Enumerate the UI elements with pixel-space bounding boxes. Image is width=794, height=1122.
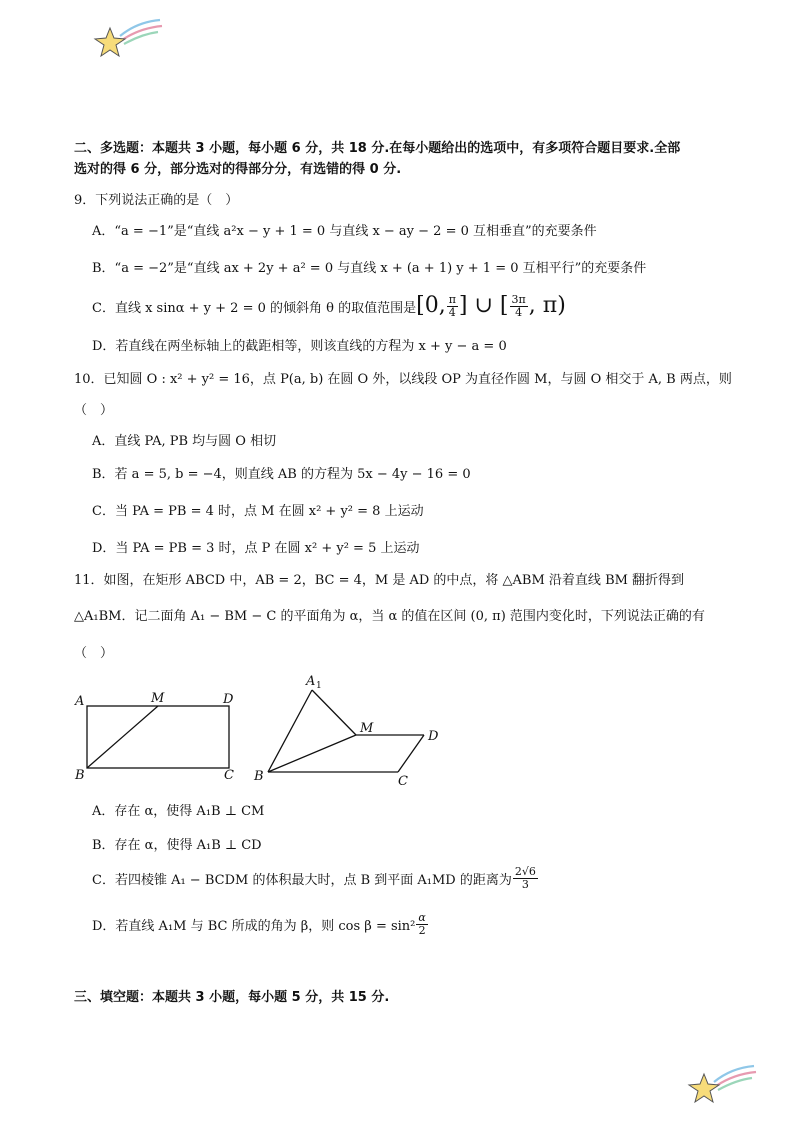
- rectangle-figure: [70, 672, 250, 790]
- q9-option-d: D．若直线在两坐标轴上的截距相等，则该直线的方程为 x + y − a = 0: [92, 339, 507, 354]
- label-m: M: [151, 691, 165, 706]
- label-a: A: [75, 694, 85, 709]
- fraction-pi-over-4: $\frac{\pi}{4}$: [448, 292, 456, 319]
- section-header-line2: 选对的得 6 分，部分选对的得部分分，有选错的得 0 分.: [74, 162, 402, 177]
- q9-option-c-text: C．直线 x sinα + y + 2 = 0 的倾斜角 θ 的取值范围是: [92, 300, 417, 316]
- interval-union: ] ∪ [: [458, 293, 509, 318]
- fraction-3pi-over-4: $\frac{3\pi}{4}$: [511, 292, 526, 319]
- label-a1: A: [306, 674, 316, 689]
- label-a1-sub: 1: [316, 681, 322, 691]
- q9-option-c: [92, 288, 566, 324]
- q11-option-a: A．存在 α，使得 A₁B ⊥ CM: [92, 804, 265, 819]
- label-c: C: [398, 774, 408, 789]
- fraction-alpha-over-2: $\frac{\alpha}{2}$: [418, 910, 426, 937]
- interval-close: , π): [528, 293, 566, 318]
- question-11-stem-line2: △A₁BM．记二面角 A₁ − BM − C 的平面角为 α，当 α 的值在区间 (0, π) 范围内变化时，下列说法正确的有: [74, 609, 705, 624]
- label-c: C: [224, 768, 234, 783]
- section-header: 二、多选题：本题共 3 小题，每小题 6 分，共 18 分.在每小题给出的选项中，有多项符合题目要求.全部: [74, 141, 681, 156]
- label-d: D: [428, 729, 439, 744]
- q11-option-c-text: C．若四棱锥 A₁ − BCDM 的体积最大时，点 B 到平面 A₁MD 的距离为: [92, 872, 512, 888]
- q10-option-c: C．当 PA = PB = 4 时，点 M 在圆 x² + y² = 8 上运动: [92, 504, 424, 519]
- folded-figure: [250, 668, 450, 790]
- question-9-stem: 9．下列说法正确的是（ ）: [74, 193, 239, 208]
- label-b: B: [254, 769, 264, 784]
- q11-option-c: [92, 860, 539, 896]
- fraction-2root6-over-3: $\frac{2√6}{3}$: [514, 864, 536, 891]
- q10-option-a: A．直线 PA, PB 均与圆 O 相切: [92, 434, 277, 449]
- label-m: M: [360, 721, 374, 736]
- q9-option-a: A．“a = −1”是“直线 a²x − y + 1 = 0 与直线 x − ay − 2 = 0 互相垂直”的充要条件: [92, 224, 597, 239]
- q11-option-d-text: D．若直线 A₁M 与 BC 所成的角为 β，则 cos β = sin²: [92, 918, 416, 934]
- label-d: D: [223, 692, 234, 707]
- question-11-paren: （ ）: [74, 646, 114, 661]
- q11-option-d: [92, 906, 429, 942]
- shooting-star-icon: [92, 14, 164, 60]
- q9-option-b: B．“a = −2”是“直线 ax + 2y + a² = 0 与直线 x + (a + 1) y + 1 = 0 互相平行”的充要条件: [92, 261, 647, 276]
- q10-option-d: D．当 PA = PB = 3 时，点 P 在圆 x² + y² = 5 上运动: [92, 541, 420, 556]
- interval-open: [0,: [416, 293, 446, 318]
- question-10-stem: 10．已知圆 O : x² + y² = 16，点 P(a, b) 在圆 O 外，以线段 OP 为直径作圆 M，与圆 O 相交于 A, B 两点，则: [74, 372, 732, 387]
- section-3-header: 三、填空题：本题共 3 小题，每小题 5 分，共 15 分.: [74, 990, 390, 1005]
- q10-option-b: B．若 a = 5, b = −4，则直线 AB 的方程为 5x − 4y − 16 = 0: [92, 467, 471, 482]
- shooting-star-icon: [686, 1060, 758, 1106]
- question-11-stem-line1: 11．如图，在矩形 ABCD 中，AB = 2，BC = 4，M 是 AD 的中点，将 △ABM 沿着直线 BM 翻折得到: [74, 573, 685, 588]
- question-10-paren: （ ）: [74, 403, 114, 418]
- label-b: B: [75, 768, 85, 783]
- q11-option-b: B．存在 α，使得 A₁B ⊥ CD: [92, 838, 262, 853]
